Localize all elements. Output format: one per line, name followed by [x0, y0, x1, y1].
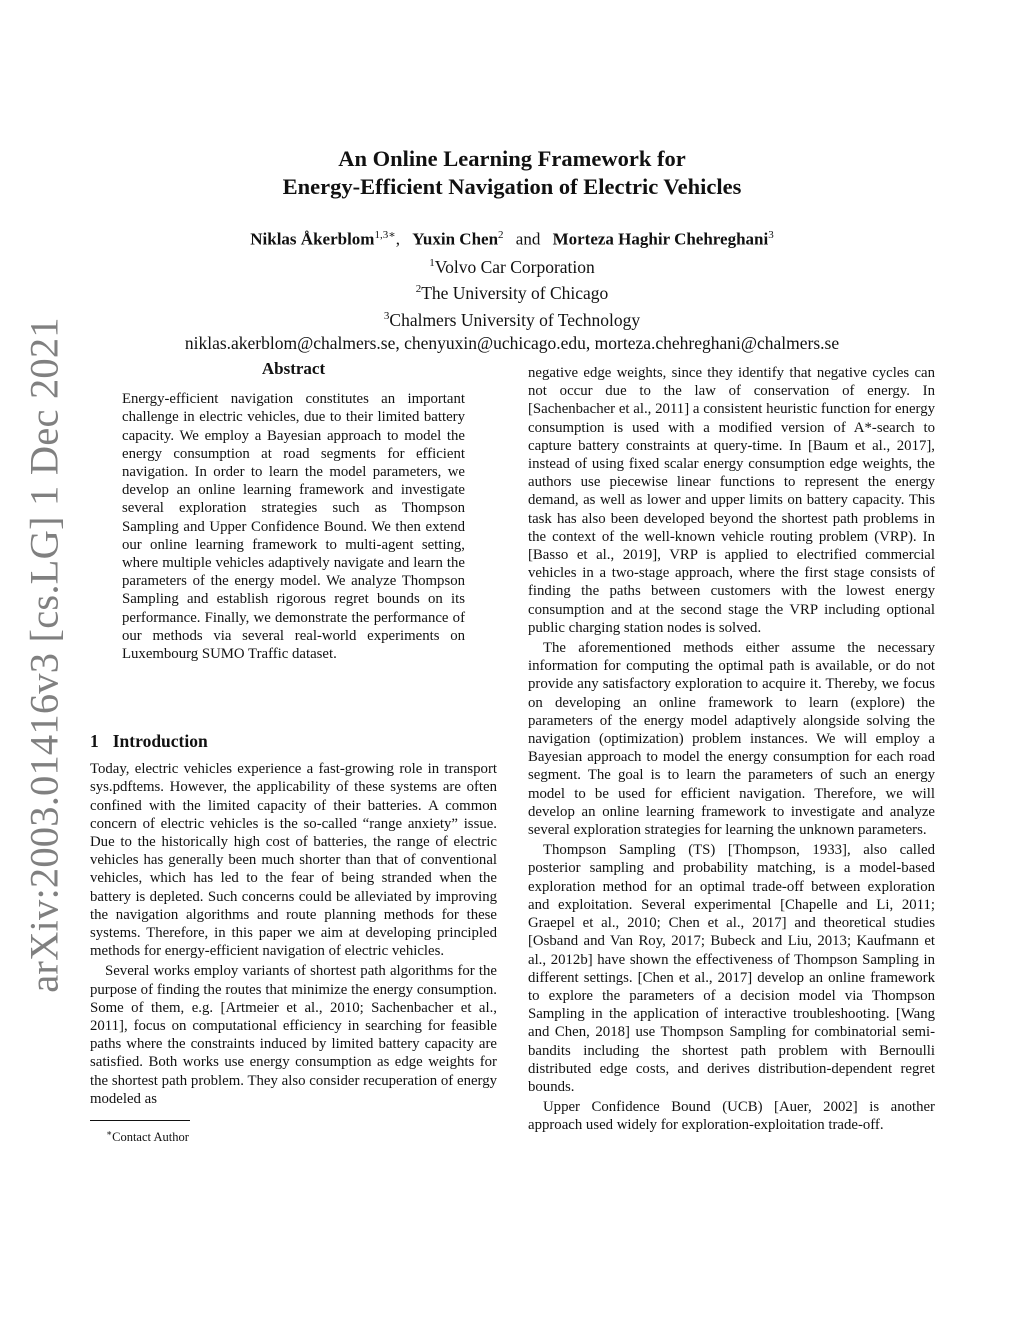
paper-title-line-1: An Online Learning Framework for	[338, 146, 686, 171]
affiliation-name: Chalmers University of Technology	[389, 310, 641, 331]
abstract-section	[122, 360, 465, 663]
author-name: Niklas Åkerblom	[250, 229, 375, 249]
author-separator: ,	[395, 229, 400, 249]
affiliation	[0, 305, 1024, 332]
footnote-text: Contact Author	[112, 1130, 189, 1145]
author-superscript: 3	[768, 229, 774, 241]
paper-title-line-2: Energy-Efficient Navigation of Electric Vehicles	[282, 174, 742, 199]
affiliation	[0, 252, 1024, 279]
affiliation-number: 2	[415, 283, 422, 296]
author-list	[0, 223, 1024, 252]
footnote	[106, 1125, 497, 1145]
paragraph: Thompson Sampling (TS) [Thompson, 1933], also called posterior sampling and probability matching, is a model-based exploration method for an optimal trade-off between exploration and exploitation. Several experimental [Chapelle and Li, 2011; Graepel et al., 2010; Chen et al., 2017] and theoretical studies [Osband and Van Roy, 2017; Bubeck and Liu, 2013; Kaufmann et al., 2012b] have shown the effectiveness of Thompson Sampling in different settings. [Chen et al., 2017] develop an online framework to explore the parameters of a decision model via Thompson Sampling in the application of interactive troubleshooting. [Wang and Chen, 2018] use Thompson Sampling for combinatorial semi-bandits including the shortest path problem with Bernoulli distributed edge costs, and derives distribution-dependent regret bounds.	[528, 842, 935, 1095]
title-block	[0, 145, 1024, 355]
right-column	[528, 364, 935, 1135]
paragraph: Several works employ variants of shortest path algorithms for the purpose of finding the routes that minimize the energy consumption. Some of them, e.g. [Artmeier et al., 2010; Sachenbacher et al., 2011], focus on computational efficiency in searching for feasible paths where the constraints induced by limited battery capacity are satisfied. Both works use energy consumption as edge weights for the shortest path problem. They also consider recuperation of energy modeled as	[90, 963, 497, 1107]
affiliation-number: 1	[429, 256, 435, 269]
introduction-section	[90, 732, 497, 1145]
author-emails[interactable]: niklas.akerblom@chalmers.se, chenyuxin@uchicago.edu, morteza.chehreghani@chalmers.se	[184, 333, 840, 354]
section-title: Introduction	[112, 731, 208, 751]
footnote-divider	[90, 1120, 190, 1121]
affiliation	[0, 278, 1024, 305]
affiliation-name: Volvo Car Corporation	[434, 256, 595, 277]
author-superscript: 1,3∗	[374, 229, 396, 241]
paragraph: The aforementioned methods either assume the necessary information for computing the optimal path is available, or do not provide any satisfactory exploration to acquire it. Thereby, we focus on developing an online framework to learn (explore) the parameters of the energy model adaptively alongside solving the navigation (optimization) problem instances. We will employ a Bayesian approach to model the energy consumption for each road segment. The goal is to learn the parameters of such an energy model to be used for efficient navigation. Therefore, we will develop an online learning framework to investigate and analyze several exploration strategies for learning the unknown parameters.	[528, 640, 935, 839]
author-name: Morteza Haghir Chehreghani	[552, 229, 769, 249]
section-number: 1	[90, 731, 99, 751]
paragraph: negative edge weights, since they identify that negative cycles can not occur due to the law of conservation of energy. In [Sachenbacher et al., 2011] a consistent heuristic function for energy consumption is used with a modified version of A*-search to capture battery constraints at query-time. In [Baum et al., 2017], instead of using fixed scalar energy consumption edge weights, the authors use piecewise linear functions to represent the energy demand, as well as lower and upper limits on battery capacity. This task has also been developed beyond the shortest path problems in the context of the well-known vehicle routing problem (VRP). In [Basso et al., 2019], VRP is applied to electrified commercial vehicles in a two-stage approach, where the first stage consists of finding the paths between customers with the lowest energy consumption and at the second stage the VRP including optional public charging station nodes is solved.	[528, 365, 935, 636]
affiliation-number: 3	[383, 310, 390, 323]
abstract-heading: Abstract	[261, 359, 326, 378]
arxiv-identifier[interactable]: arXiv:2003.01416v3 [cs.LG] 1 Dec 2021	[21, 317, 67, 993]
footnote-mark: ∗	[106, 1128, 113, 1139]
author-name: Yuxin Chen	[412, 229, 499, 249]
author-superscript: 2	[498, 229, 504, 241]
section-heading	[90, 732, 497, 750]
affiliation-name: The University of Chicago	[421, 283, 609, 304]
author-separator: and	[515, 229, 541, 249]
paragraph: Today, electric vehicles experience a fast-growing role in transport sys.pdftems. However, the applicability of these systems are often confined with the limited capacity of their batteries. A common concern of electric vehicles is the so-called “range anxiety” issue. Due to the historically high cost of batteries, the range of electric vehicles has generally been much shorter than that of conventional vehicles, which has led to the fear of being stranded when the battery is depleted. Such concerns could be alleviated by improving the navigation algorithms and route planning methods for these systems. Therefore, in this paper we aim at developing principled methods for energy-efficient navigation of electric vehicles.	[90, 761, 497, 960]
abstract-text: Energy-efficient navigation constitutes an important challenge in electric vehicles, due to their limited battery capacity. We employ a Bayesian approach to model the energy consumption at road segments for efficient navigation. In order to learn the model parameters, we develop an online learning framework and investigate several exploration strategies such as Thompson Sampling and Upper Confidence Bound. We then extend our online learning framework to multi-agent setting, where multiple vehicles adaptively navigate and learn the parameters of the energy model. We analyze Thompson Sampling and establish rigorous regret bounds on its performance. Finally, we demonstrate the performance of our methods via several real-world experiments on Luxembourg SUMO Traffic dataset.	[122, 391, 465, 663]
paragraph: Upper Confidence Bound (UCB) [Auer, 2002] is another approach used widely for exploration-exploitation trade-off.	[528, 1099, 935, 1134]
